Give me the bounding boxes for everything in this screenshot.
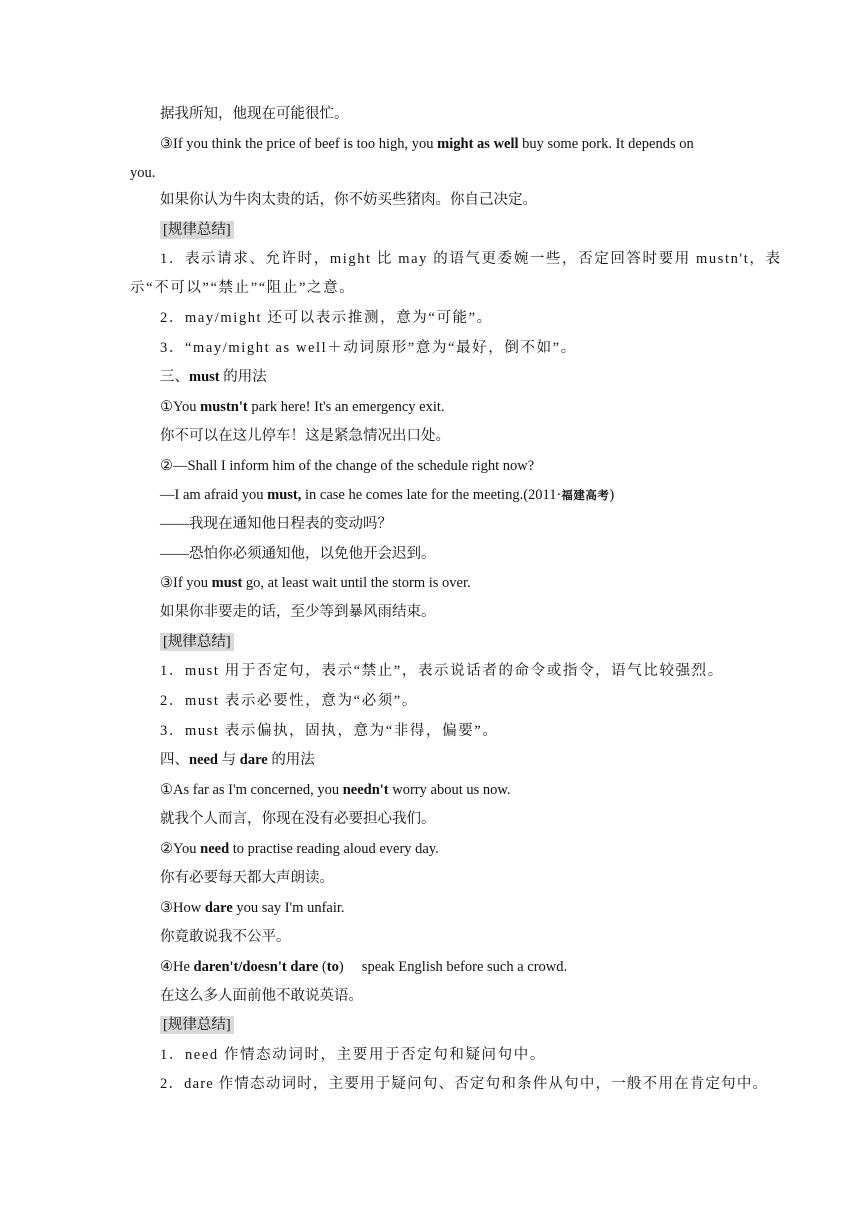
example-sentence: ①As far as I'm concerned, you needn't worry about us now. [160, 782, 511, 798]
section-heading: 四、need 与 dare 的用法 [160, 752, 315, 768]
example-sentence: ③If you think the price of beef is too high, you might as well buy some pork. It depends on [160, 136, 694, 152]
rule-summary-label: [规律总结] [160, 220, 732, 240]
example-sentence: ④He daren't/doesn't dare (to) speak English before such a crowd. [160, 959, 568, 975]
rule-summary-label: [规律总结] [160, 632, 732, 652]
example-sentence: —I am afraid you must, in case he comes late for the meeting.(2011·福建高考) [160, 487, 615, 503]
keyword: might as well [437, 136, 519, 152]
translation-line: 你不可以在这儿停车！这是紧急情况出口处。 [160, 428, 450, 444]
translation-line: 据我所知，他现在可能很忙。 [160, 106, 349, 122]
keyword: mustn't [200, 399, 248, 415]
translation-line: 就我个人而言，你现在没有必要担心我们。 [160, 811, 436, 827]
example-sentence: ③How dare you say I'm unfair. [160, 900, 345, 916]
translation-line: 如果你认为牛肉太贵的话，你不妨买些猪肉。你自己决定。 [160, 192, 537, 208]
example-sentence: ③If you must go, at least wait until the storm is over. [160, 575, 471, 591]
rule-item: 2．must 表示必要性，意为“必须”。 [160, 693, 418, 709]
rule-item: 2．may/might 还可以表示推测，意为“可能”。 [160, 310, 493, 326]
keyword: dare [204, 900, 233, 916]
translation-line: ——我现在通知他日程表的变动吗？ [160, 516, 392, 532]
translation-line: 你竟敢说我不公平。 [160, 929, 291, 945]
rule-item-continued: 示“不可以”“禁止”“阻止”之意。 [130, 280, 356, 296]
keyword: must, [267, 487, 302, 503]
example-sentence: ②You need to practise reading aloud every day. [160, 841, 439, 857]
section-heading: 三、must 的用法 [160, 369, 267, 385]
rule-summary-label: [规律总结] [160, 1015, 732, 1035]
rule-item: 3．must 表示偏执，固执，意为“非得，偏要”。 [160, 723, 499, 739]
translation-line: ——恐怕你必须通知他，以免他开会迟到。 [160, 546, 436, 562]
example-sentence-continued: you. [130, 165, 156, 181]
keyword: need [200, 841, 230, 857]
rule-item: 1．need 作情态动词时，主要用于否定句和疑问句中。 [160, 1047, 546, 1063]
rule-item: 2．dare 作情态动词时，主要用于疑问句、否定句和条件从句中，一般不用在肯定句中。 [160, 1076, 769, 1092]
rule-item: 1．表示请求、允许时，might 比 may 的语气更委婉一些，否定回答时要用 mustn't，表 [160, 251, 782, 267]
source-tag: 福建高考 [561, 490, 610, 502]
keyword: daren't/doesn't dare [193, 959, 319, 975]
keyword: must [211, 575, 243, 591]
translation-line: 如果你非要走的话，至少等到暴风雨结束。 [160, 604, 436, 620]
keyword: needn't [342, 782, 389, 798]
rule-item: 1．must 用于否定句，表示“禁止”，表示说话者的命令或指令，语气比较强烈。 [160, 663, 724, 679]
example-sentence: ②—Shall I inform him of the change of the schedule right now? [160, 458, 535, 474]
translation-line: 你有必要每天都大声朗读。 [160, 870, 334, 886]
rule-item: 3．“may/might as well＋动词原形”意为“最好，倒不如”。 [160, 340, 577, 356]
example-sentence: ①You mustn't park here! It's an emergency exit. [160, 399, 445, 415]
translation-line: 在这么多人面前他不敢说英语。 [160, 988, 363, 1004]
